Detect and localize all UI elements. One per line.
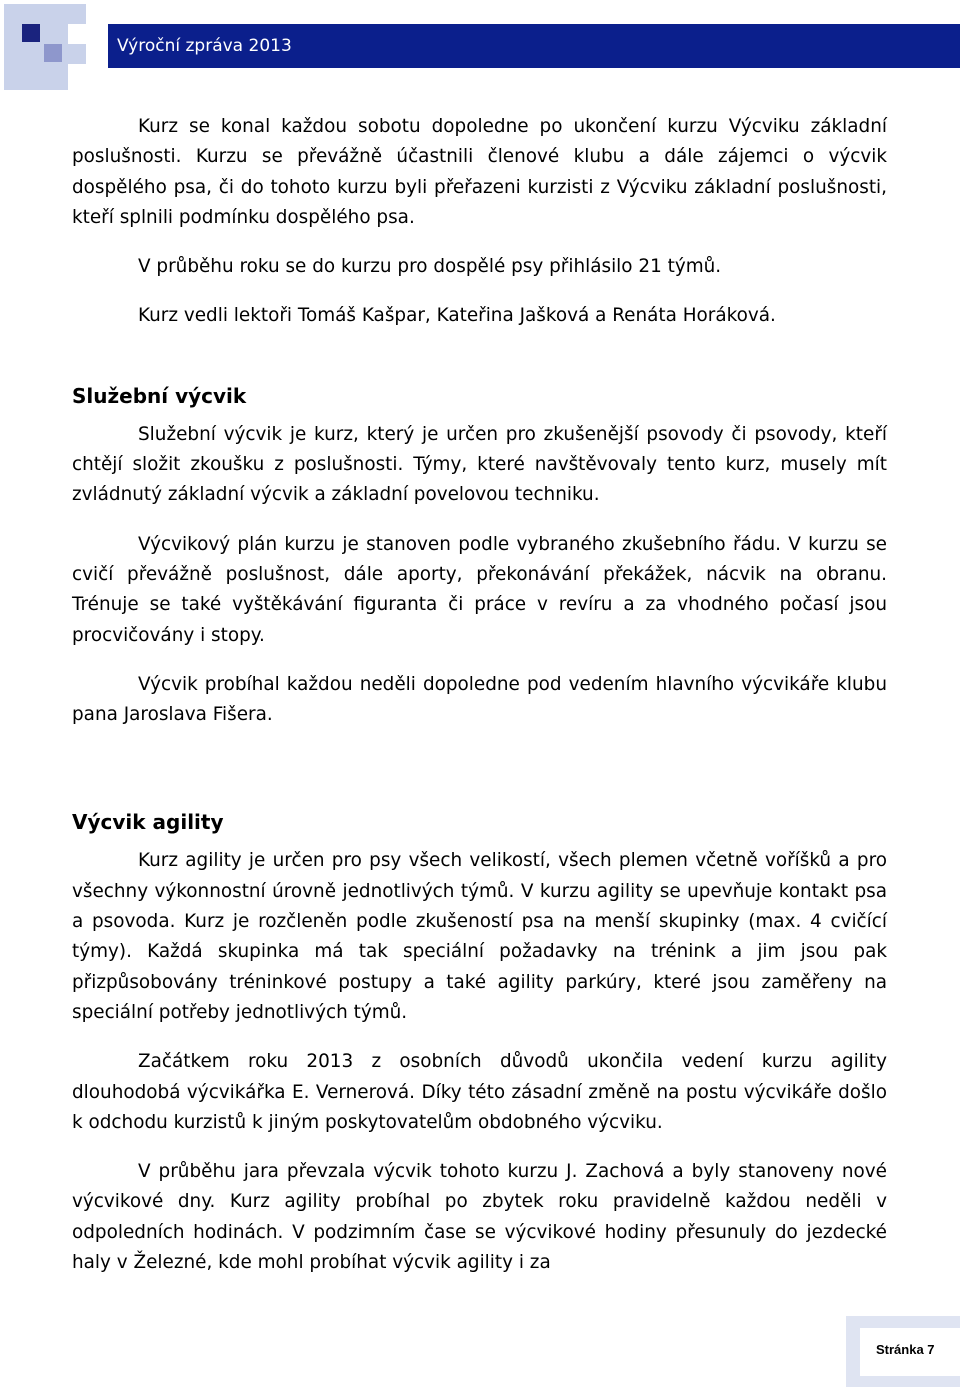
header-decor-square bbox=[44, 66, 62, 84]
header-decor-square bbox=[66, 4, 86, 24]
section-heading-agility: Výcvik agility bbox=[72, 810, 224, 835]
paragraph: Výcvikový plán kurzu je stanoven podle vybraného zkušebního řádu. V kurzu se cvičí převážně poslušnost, dále aporty, překonávání překážek, nácvik na obranu. Trénuje se také vyštěkávání figuranta či práce v revíru a za vhodného počasí jsou procvičovány i stopy. bbox=[72, 533, 887, 646]
paragraph: Služební výcvik je kurz, který je určen pro zkušenější psovody či psovody, kteří chtějí složit zkoušku z poslušnosti. Týmy, které navštěvovaly tento kurz, musely mít zvládnutý základní výcvik a základní povelovou techniku. bbox=[72, 423, 887, 506]
paragraph: Kurz agility je určen pro psy všech velikostí, všech plemen včetně voříšků a pro všechny výkonnostní úrovně jednotlivých týmů. V kurzu agility se upevňuje kontakt psa a psovoda. Kurz je rozčleněn podle zkušeností psa na menší skupinky (max. 4 cvičící týmy). Každá skupinka má tak speciální požadavky na trénink a jim jsou pak přizpůsobovány tréninkové postupy a také agility parkúry, které jsou zaměřeny na speciální potřeby jednotlivých týmů. bbox=[72, 850, 887, 1023]
paragraph: Výcvik probíhal každou neděli dopoledne pod vedením hlavního výcvikáře klubu pana Jaroslava Fišera. bbox=[72, 673, 887, 726]
paragraph: Kurz vedli lektoři Tomáš Kašpar, Kateřina Jašková a Renáta Horáková. bbox=[138, 305, 776, 327]
header-decor-square-mid bbox=[44, 44, 62, 62]
page-content bbox=[72, 112, 887, 1278]
header-decor-square-dark bbox=[22, 24, 40, 42]
paragraph: Kurz se konal každou sobotu dopoledne po ukončení kurzu Výcviku základní poslušnosti. Kurzu se převážně účastnili členové klubu a dále zájemci o výcvik dospělého psa, či do tohoto kurzu byli přeřazeni kurzisti z Výcviku základní poslušnosti, kteří splnili podmínku dospělého psa. bbox=[72, 116, 887, 228]
document-title: Výroční zpráva 2013 bbox=[117, 36, 292, 56]
header-decor-square bbox=[4, 66, 22, 84]
header-decor-square bbox=[66, 44, 86, 64]
paragraph: V průběhu jara převzala výcvik tohoto kurzu J. Zachová a byly stanoveny nové výcvikové dny. Kurz agility probíhal po zbytek roku pravidelně každou neděli v odpoledních hodinách. V podzimním čase se výcvikové hodiny přesunuly do jezdecké haly v Železné, kde mohl probíhat výcvik agility i za bbox=[72, 1161, 887, 1274]
section-heading-sluzebni: Služební výcvik bbox=[72, 383, 247, 408]
page-number: Stránka 7 bbox=[876, 1342, 935, 1357]
paragraph: V průběhu roku se do kurzu pro dospělé psy přihlásilo 21 týmů. bbox=[138, 256, 722, 278]
paragraph: Začátkem roku 2013 z osobních důvodů ukončila vedení kurzu agility dlouhodobá výcvikářka E. Vernerová. Díky této zásadní změně na postu výcvikáře došlo k odchodu kurzistů k jiným poskytovatelům obdobného výcviku. bbox=[72, 1051, 887, 1133]
